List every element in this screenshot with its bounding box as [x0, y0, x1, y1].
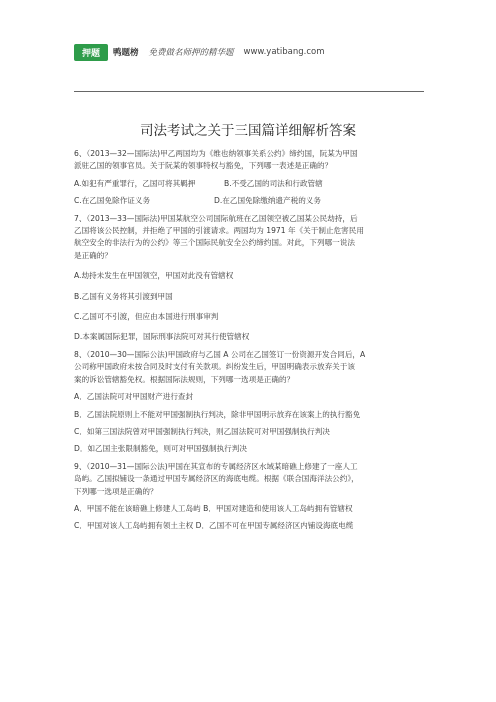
q6-option-a: A.如犯有严重罪行，乙国可将其羁押 [74, 178, 196, 188]
q9-options-ab: A．甲国不能在该暗礁上修建人工岛屿 B．甲国对建造和使用该人工岛屿拥有管辖权 [74, 503, 353, 513]
q8-option-a: A．乙国法院可对甲国财产进行查封 [74, 392, 194, 402]
q8-stem-line: 公司称甲国政府未按合同及时支付有关款项。纠纷发生后，甲国明确表示放弃关于该 [74, 362, 355, 372]
site-header [74, 42, 325, 62]
q6-stem-line: 6、（2013—32—国际法)甲乙两国均为《维也纳领事关系公约》缔约国，阮某为甲国 [74, 149, 358, 158]
q6-stem-line: 派驻乙国的领事官员。关于阮某的领事特权与豁免，下列哪一表述是正确的？ [74, 161, 333, 171]
q9-stem-line: 岛屿。乙国拟铺设一条通过甲国专属经济区的海底电缆。根据《联合国海洋法公约》， [74, 474, 359, 484]
q7-option-a: A.劫持未发生在甲国领空，甲国对此没有管辖权 [74, 271, 234, 281]
document-body [74, 148, 430, 533]
logo[interactable]: 押题 [74, 44, 108, 61]
q8-option-c: C．如第三国法院曾对甲国强制执行判决，则乙国法院可对甲国强制执行判决 [74, 426, 330, 436]
q9-stem-line: 下列哪一选项是正确的？ [74, 486, 158, 496]
q7-stem-line: 是正确的？ [74, 250, 112, 260]
q6-options-row [74, 178, 430, 190]
q8-stem-line: 8、（2010—30—国际公法)甲国政府与乙国 A 公司在乙国签订一份资源开发合同后，A [74, 349, 366, 359]
q9-stem-line: 9、（2010—31—国际公法)甲国在其宣布的专属经济区水域某暗礁上修建了一座人工 [74, 461, 358, 471]
q8-option-b: B．乙国法院原则上不能对甲国强制执行判决，除非甲国明示放弃在该案上的执行豁免 [74, 409, 361, 419]
q8-stem-line: 案的诉讼管辖豁免权。根据国际法规则，下列哪一选项是正确的？ [74, 374, 295, 384]
slogan: 免费做名师押的精华题 [148, 48, 234, 58]
q7-stem-line: 乙国将该公民控制，并拒绝了甲国的引渡请求。两国均为 1971 年《关于制止危害民用 [74, 226, 364, 236]
site-url[interactable]: www.yatibang.com [243, 47, 325, 57]
q8-option-d: D．如乙国主张限制豁免，则可对甲国强制执行判决 [74, 444, 247, 454]
header-divider [74, 91, 424, 92]
q6-option-b: B.不受乙国的司法和行政管辖 [224, 178, 323, 188]
q9-options-cd: C．甲国对该人工岛屿拥有领土主权 D．乙国不可在甲国专属经济区内铺设海底电缆 [74, 521, 354, 531]
logo-name: 鸭题榜 [113, 48, 139, 58]
q7-option-d: D.本案属国际犯罪，国际刑事法院可对其行使管辖权 [74, 332, 250, 342]
q6-options-row [74, 195, 430, 207]
q7-stem-line: 航空安全的非法行为的公约》等三个国际民航安全公约缔约国。对此，下列哪一说法 [74, 238, 355, 248]
q7-stem-line: 7、（2013—33—国际法)甲国某航空公司国际航班在乙国领空被乙国某公民劫持，后 [74, 213, 358, 223]
q6-option-c: C.在乙国免除作证义务 [74, 196, 151, 206]
page-title: 司法考试之关于三国篇详细解析答案 [140, 123, 356, 139]
q7-option-b: B.乙国有义务将其引渡到甲国 [74, 291, 173, 301]
q6-option-d: D.在乙国免除缴纳遗产税的义务 [214, 196, 321, 206]
q7-option-c: C.乙国可不引渡，但应由本国进行刑事审判 [74, 312, 219, 322]
